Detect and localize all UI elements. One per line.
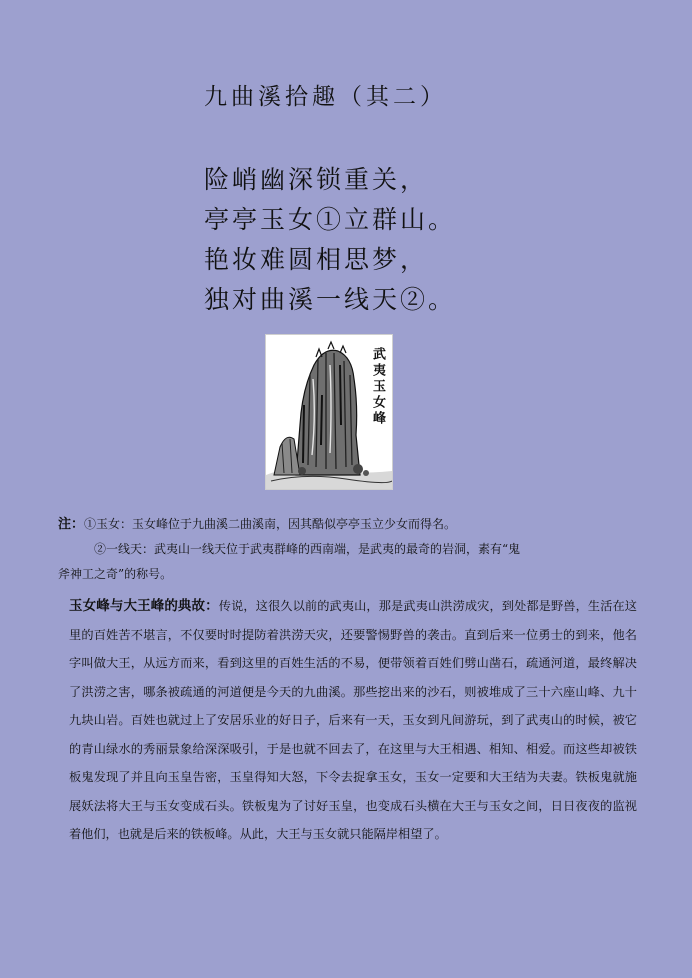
note-2-continuation: 斧神工之奇”的称号。	[58, 567, 173, 581]
poem-title: 九曲溪拾趣（其二）	[204, 84, 447, 110]
legend-story	[69, 592, 637, 849]
yunu-peak-illustration	[265, 334, 393, 490]
note-1	[58, 512, 638, 537]
note-2: ②一线天：武夷山一线天位于武夷群峰的西南端，是武夷的最奇的岩洞，素有“鬼	[94, 542, 521, 556]
story-title: 玉女峰与大王峰的典故：	[69, 598, 219, 614]
poem-line: 独对曲溪一线天②。	[204, 285, 457, 314]
note-1-text: ①玉女：玉女峰位于九曲溪二曲溪南，因其酷似亭亭玉立少女而得名。	[84, 517, 457, 531]
poem-line: 亭亭玉女①立群山。	[204, 205, 457, 234]
poem-body	[204, 160, 456, 320]
poem-line: 艳妆难圆相思梦，	[204, 245, 429, 274]
notes-label: 注：	[58, 517, 85, 532]
illustration-caption: 武夷玉女峰	[370, 347, 385, 427]
notes-section	[58, 512, 638, 587]
poem-line: 险峭幽深锁重关，	[204, 165, 429, 194]
story-body: 传说，这很久以前的武夷山，那是武夷山洪涝成灾，到处都是野兽，生活在这里的百姓苦不堪言，不仅要时时提防着洪涝天灾，还要警惕野兽的袭击。直到后来一位勇士的到来，他名字叫做大王，从远方而来，看到这里的百姓生活的不易，便带领着百姓们劈山凿石，疏通河道，最终解决了洪涝之害，哪条被疏通的河道便是今天的九曲溪。那些挖出来的沙石，则被堆成了三十六座山峰、九十九块山岩。百姓也就过上了安居乐业的好日子，后来有一天，玉女到凡间游玩，到了武夷山的时候，被它的青山绿水的秀丽景象给深深吸引，于是也就不回去了，在这里与大王相遇、相知、相爱。而这些却被铁板鬼发现了并且向玉皇告密，玉皇得知大怒，下令去捉拿玉女，玉女一定要和大王结为夫妻。铁板鬼就施展妖法将大王与玉女变成石头。铁板鬼为了讨好玉皇，也变成石头横在大王与玉女之间，日日夜夜的监视着他们，也就是后来的铁板峰。从此，大王与玉女就只能隔岸相望了。	[69, 599, 637, 841]
